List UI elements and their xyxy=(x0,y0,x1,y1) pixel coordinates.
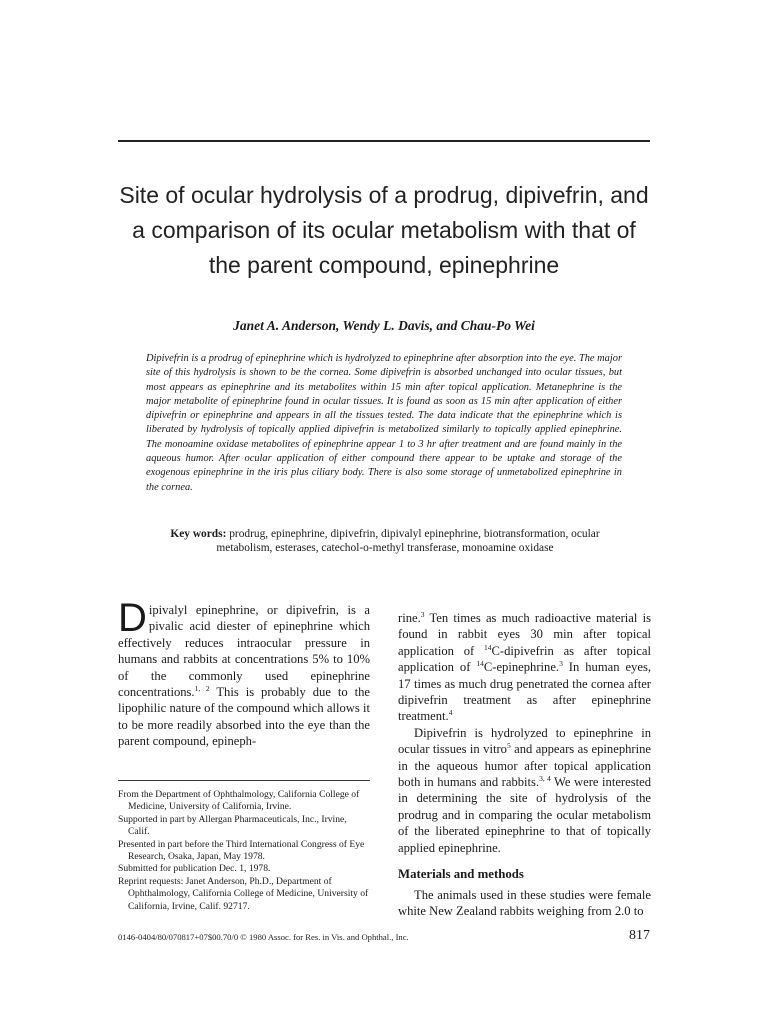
text: C-dipivefrin as after topical application of xyxy=(398,643,651,675)
isotope-sup: 14 xyxy=(484,642,492,652)
abstract: Dipivefrin is a prodrug of epinephrine which is hydrolyzed to epinephrine after absorption into the eye. The major site of this hydrolysis is shown to be the cornea. Some dipivefrin is absorbed unchanged into ocular tissues, but most appears as epinephrine and its metabolites within 15 min after topical application. Metanephrine is the major metabolite of epinephrine found in ocular tissues. It is found as soon as 15 min after application of either dipivefrin or epinephrine and appears in all the tissues tested. The data indicate that the epinephrine which is liberated by hydrolysis of topically applied dipivefrin is metabolized similarly to topically applied epinephrine. The monoamine oxidase metabolites of epinephrine appear 1 to 3 hr after treatment and are found mainly in the aqueous humor. After ocular application of either compound there appear to be uptake and storage of the exogenous epinephrine in the iris plus ciliary body. There is also some storage of unmetabolized epinephrine in the cornea. xyxy=(146,353,622,493)
right-column xyxy=(398,610,651,919)
drop-cap: D xyxy=(118,596,147,640)
keywords xyxy=(160,527,610,555)
page-number: 817 xyxy=(629,928,650,943)
footnote: Reprint requests: Janet Anderson, Ph.D., Department of Ophthalmology, California College of Medicine, University of California, Irvine, Calif. 92717. xyxy=(118,875,369,912)
text: rine. xyxy=(398,611,421,625)
text: C-epinephrine. xyxy=(483,660,560,675)
ref-sup: 1, 2 xyxy=(194,683,210,693)
ref-sup: 3 xyxy=(559,659,563,669)
ref-sup: 3, 4 xyxy=(539,773,551,783)
ref-sup: 5 xyxy=(506,741,511,751)
left-column xyxy=(118,596,370,750)
paragraph xyxy=(398,725,651,856)
citation-footer: 0146-0404/80/070817+07$00.70/0 © 1980 Assoc. for Res. in Vis. and Ophthal., Inc. xyxy=(118,932,409,942)
keywords-text: prodrug, epinephrine, dipivefrin, dipivalyl epinephrine, biotransformation, ocular metabolism, esterases, catechol-o-methyl transferase, monoamine oxidase xyxy=(216,528,600,554)
text: Dipivefrin is hydrolyzed to epinephrine in ocular tissues in vitro xyxy=(398,725,651,757)
section-heading: Materials and methods xyxy=(398,867,524,882)
keywords-label: Key words: xyxy=(170,528,227,540)
intro-text-a: ipivalyl epinephrine, or dipivefrin, is a pivalic acid diester of epinephrine which effectively reduces intraocular pressure in humans and rabbits at concentrations 5% to 10% of the commonly used epinephrine concentrations. xyxy=(118,603,370,700)
article-title: Site of ocular hydrolysis of a prodrug, dipivefrin, and a comparison of its ocular metabolism with that of the parent compound, epinephrine xyxy=(119,182,649,278)
paragraph xyxy=(398,610,651,725)
footnote: From the Department of Ophthalmology, California College of Medicine, University of California, Irvine. xyxy=(118,789,360,813)
footnote: Presented in part before the Third International Congress of Eye Research, Osaka, Japan, May 1978. xyxy=(118,838,365,863)
footnote: Supported in part by Allergan Pharmaceuticals, Inc., Irvine, Calif. xyxy=(118,813,347,838)
footnotes xyxy=(118,789,370,913)
intro-text-b: This is probably due to the lipophilic nature of the compound which allows it to be more readily absorbed into the eye than the parent compound, epineph- xyxy=(118,685,370,749)
intro-paragraph xyxy=(118,596,370,750)
footnote-rule xyxy=(118,780,370,781)
footnote: Submitted for publication Dec. 1, 1978. xyxy=(118,863,271,875)
text: In human eyes, 17 times as much drug penetrated the cornea after dipivefrin treatment as after epinephrine treatment. xyxy=(398,660,651,724)
ref-sup: 4 xyxy=(448,708,453,718)
paragraph: The animals used in these studies were female white New Zealand rabbits weighing from 2.0 to xyxy=(398,887,651,918)
top-rule xyxy=(118,140,650,142)
authors: Janet A. Anderson, Wendy L. Davis, and Chau-Po Wei xyxy=(233,318,535,333)
text: and appears as epinephrine in the aqueous humor after topical application both in humans and rabbits. xyxy=(398,742,651,790)
ref-sup: 3 xyxy=(420,609,425,619)
isotope-sup: 14 xyxy=(476,659,484,669)
text: We were interested in determining the site of hydrolysis of the prodrug and in comparing the ocular metabolism of the liberated epinephrine to that of topically applied epinephrine. xyxy=(398,775,652,855)
text: Ten times as much radioactive material is found in rabbit eyes 30 min after topical application of xyxy=(398,611,651,658)
